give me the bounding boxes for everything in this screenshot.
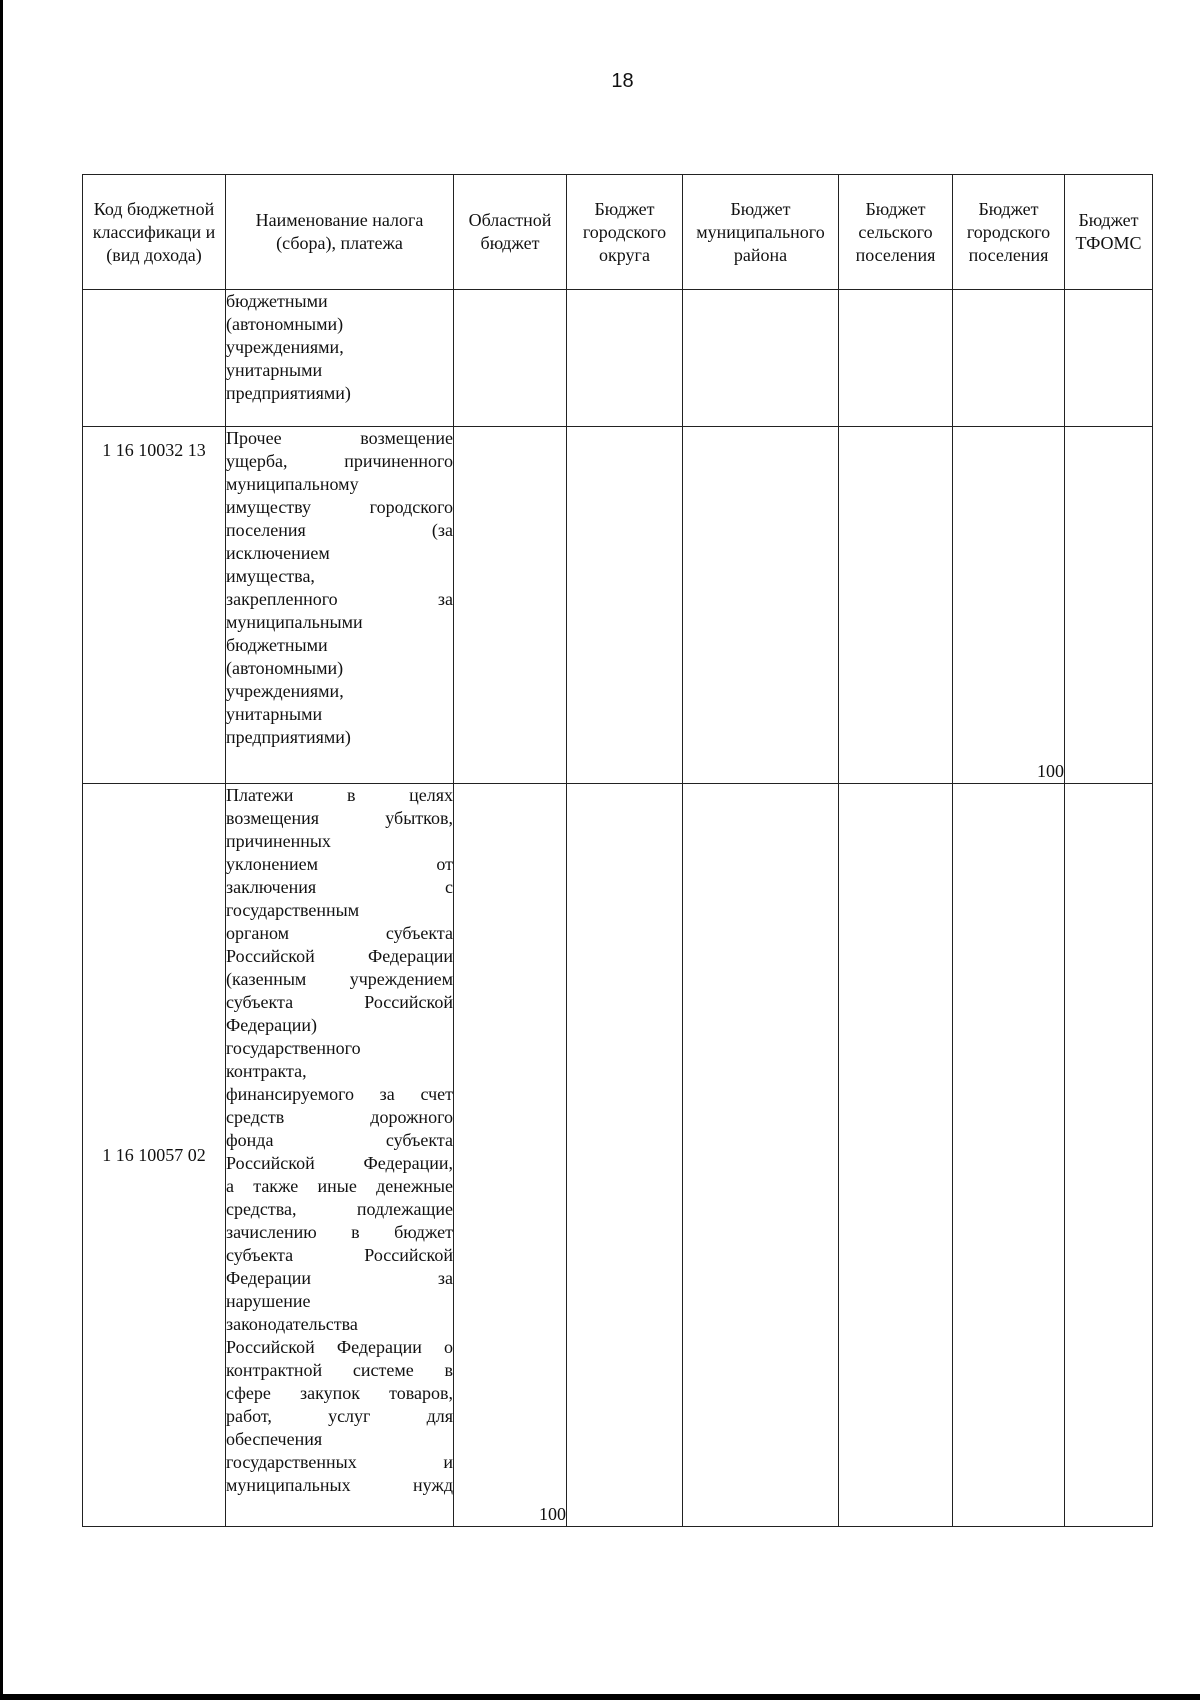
name-line: предприятиями): [226, 727, 351, 747]
name-line: закрепленного за: [226, 589, 453, 609]
cell-rural-settlement-budget: [839, 427, 953, 784]
cell-rural-settlement-budget: [839, 290, 953, 427]
name-line: Федерации за: [226, 1268, 453, 1288]
name-line: ущерба, причиненного: [226, 451, 453, 471]
cell-name: [226, 784, 454, 1527]
cell-name: [226, 290, 454, 427]
cell-city-district-budget: [567, 784, 683, 1527]
name-line: Российской Федерации: [226, 946, 453, 966]
cell-city-district-budget: [567, 427, 683, 784]
name-line: бюджетными: [226, 291, 328, 311]
name-line: муниципальными: [226, 612, 363, 632]
name-line: предприятиями): [226, 383, 351, 403]
name-line: унитарными: [226, 704, 323, 724]
table-header-row: [83, 175, 1153, 290]
cell-name: [226, 427, 454, 784]
cell-regional-budget: [454, 427, 567, 784]
name-line: (автономными): [226, 314, 344, 334]
name-line: бюджетными: [226, 635, 328, 655]
name-line: Платежи в целях: [226, 785, 453, 805]
table-row: [83, 427, 1153, 784]
name-line: контракта,: [226, 1061, 307, 1081]
name-line: имущества,: [226, 566, 315, 586]
page-number: 18: [611, 70, 634, 92]
name-line: (казенным учреждением: [226, 969, 453, 989]
name-line: причиненных: [226, 831, 331, 851]
name-line: субъекта Российской: [226, 1245, 453, 1265]
cell-code: 1 16 10057 02: [83, 784, 226, 1527]
name-line: работ, услуг для: [226, 1406, 453, 1426]
header-tfoms-budget: Бюджет ТФОМС: [1065, 175, 1153, 290]
name-line: финансируемого за счет: [226, 1084, 453, 1104]
cell-rural-settlement-budget: [839, 784, 953, 1527]
name-line: унитарными: [226, 360, 323, 380]
cell-code: [83, 290, 226, 427]
name-line: возмещения убытков,: [226, 808, 453, 828]
name-line: (автономными): [226, 658, 344, 678]
name-line: а также иные денежные: [226, 1176, 453, 1196]
cell-regional-budget: [454, 290, 567, 427]
name-line: фонда субъекта: [226, 1130, 453, 1150]
name-line: уклонением от: [226, 854, 453, 874]
header-name: Наименование налога (сбора), платежа: [226, 175, 454, 290]
name-line: исключением: [226, 543, 330, 563]
header-regional-budget: Областной бюджет: [454, 175, 567, 290]
name-line: средств дорожного: [226, 1107, 453, 1127]
header-rural-settlement-budget: Бюджет сельского поселения: [839, 175, 953, 290]
table-row: [83, 290, 1153, 427]
cell-tfoms-budget: [1065, 427, 1153, 784]
name-line: заключения с: [226, 877, 453, 897]
cell-municipal-district-budget: [683, 784, 839, 1527]
name-line: муниципальному: [226, 474, 359, 494]
name-line: Российской Федерации,: [226, 1153, 453, 1173]
cell-regional-budget: 100: [454, 784, 567, 1527]
cell-tfoms-budget: [1065, 784, 1153, 1527]
cell-urban-settlement-budget: [953, 784, 1065, 1527]
cell-municipal-district-budget: [683, 290, 839, 427]
scan-left-edge: [0, 0, 3, 1700]
name-line: муниципальных нужд: [226, 1475, 453, 1495]
name-line: имуществу городского: [226, 497, 453, 517]
header-city-district-budget: Бюджет городского округа: [567, 175, 683, 290]
cell-tfoms-budget: [1065, 290, 1153, 427]
name-line: Федерации): [226, 1015, 318, 1035]
name-line: государственных и: [226, 1452, 453, 1472]
name-line: Прочее возмещение: [226, 428, 453, 448]
scan-bottom-edge: [0, 1694, 1200, 1700]
name-line: сфере закупок товаров,: [226, 1383, 453, 1403]
name-line: органом субъекта: [226, 923, 453, 943]
header-urban-settlement-budget: Бюджет городского поселения: [953, 175, 1065, 290]
name-line: Российской Федерации о: [226, 1337, 453, 1357]
budget-distribution-table: [82, 174, 1153, 1527]
cell-code: 1 16 10032 13: [83, 427, 226, 784]
name-line: государственного: [226, 1038, 361, 1058]
name-line: государственным: [226, 900, 360, 920]
cell-urban-settlement-budget: 100: [953, 427, 1065, 784]
name-line: обеспечения: [226, 1429, 323, 1449]
name-line: субъекта Российской: [226, 992, 453, 1012]
header-municipal-district-budget: Бюджет муниципального района: [683, 175, 839, 290]
name-line: средства, подлежащие: [226, 1199, 453, 1219]
name-line: зачислению в бюджет: [226, 1222, 453, 1242]
cell-urban-settlement-budget: [953, 290, 1065, 427]
header-code: Код бюджетной классификаци и (вид дохода): [83, 175, 226, 290]
name-line: контрактной системе в: [226, 1360, 453, 1380]
name-line: законодательства: [226, 1314, 358, 1334]
name-line: поселения (за: [226, 520, 453, 540]
name-line: учреждениями,: [226, 337, 344, 357]
name-line: нарушение: [226, 1291, 311, 1311]
cell-city-district-budget: [567, 290, 683, 427]
cell-municipal-district-budget: [683, 427, 839, 784]
table-row: [83, 784, 1153, 1527]
name-line: учреждениями,: [226, 681, 344, 701]
